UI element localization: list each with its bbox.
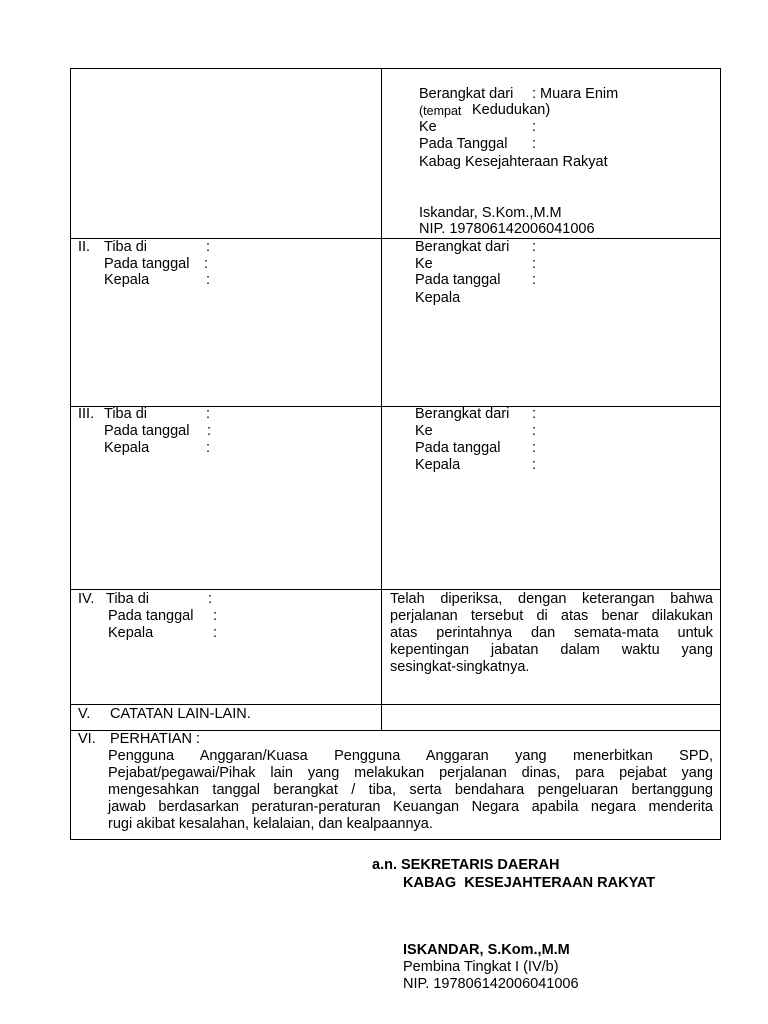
perhatian-line: Pejabat/pegawai/Pihak lain yang melakukan perjalanan dinas, para pejabat yang (108, 765, 713, 781)
colon: : (532, 272, 537, 288)
kepala-label: Kepala (104, 272, 150, 288)
signature-nip: NIP. 197806142006041006 (403, 976, 579, 992)
colon: : (532, 256, 537, 272)
pemeriksaan-line: kepentingan jabatan dalam waktu yang (390, 642, 713, 658)
tiba-label: Tiba di (104, 239, 147, 255)
row-divider (70, 238, 721, 239)
pemeriksaan-line: atas perintahnya dan semata-mata untuk (390, 625, 713, 641)
pemeriksaan-line: perjalanan tersebut di atas benar dilakukan (390, 608, 713, 624)
perhatian-line: rugi akibat kesalahan, kelalaian, dan kealpaannya. (108, 816, 433, 832)
perhatian-line: Pengguna Anggaran/Kuasa Pengguna Anggaran yang menerbitkan SPD, (108, 748, 713, 764)
tanggal-label: Pada tanggal (415, 272, 501, 288)
colon: : (206, 239, 211, 255)
colon: : (213, 625, 218, 641)
berangkat-label: Berangkat dari (419, 86, 514, 102)
perhatian-line: jawab berdasarkan peraturan-peraturan Keuangan Negara apabila negara menderita (108, 799, 713, 815)
colon: : (532, 406, 537, 422)
perhatian-label: PERHATIAN : (110, 731, 200, 747)
berangkat-value: : Muara Enim (532, 86, 619, 102)
berangkat-label: Berangkat dari (415, 406, 510, 422)
colon: : (207, 423, 212, 439)
ke-label: Ke (415, 256, 433, 272)
tanggal-label: Pada Tanggal (419, 136, 508, 152)
jabatan-text: Kabag Kesejahteraan Rakyat (419, 154, 608, 170)
signature-nama: ISKANDAR, S.Kom.,M.M (403, 942, 570, 958)
section-number: II. (78, 239, 91, 255)
berangkat-label: Berangkat dari (415, 239, 510, 255)
tanggal-label: Pada tanggal (104, 256, 190, 272)
tanggal-colon: : (532, 136, 537, 152)
catatan-label: CATATAN LAIN-LAIN. (110, 706, 251, 722)
perhatian-line: mengesahkan tanggal berangkat / tiba, serta bendahara pengeluaran bertanggung (108, 782, 713, 798)
nama-text: Iskandar, S.Kom.,M.M (419, 205, 562, 221)
tempat-label: (tempat (419, 104, 462, 118)
signature-pangkat: Pembina Tingkat I (IV/b) (403, 959, 559, 975)
an-sekretaris: a.n. SEKRETARIS DAERAH (372, 857, 560, 873)
colon: : (532, 423, 537, 439)
ke-colon: : (532, 119, 537, 135)
signature-jabatan: KABAG KESEJAHTERAAN RAKYAT (403, 875, 656, 891)
tanggal-label: Pada tanggal (108, 608, 194, 624)
colon: : (532, 239, 537, 255)
tiba-label: Tiba di (104, 406, 147, 422)
section-number: VI. (78, 731, 96, 747)
row-divider (70, 704, 721, 705)
colon: : (204, 256, 209, 272)
tanggal-label: Pada tanggal (415, 440, 501, 456)
colon: : (206, 272, 211, 288)
colon: : (206, 406, 211, 422)
tanggal-label: Pada tanggal (104, 423, 190, 439)
colon: : (532, 457, 537, 473)
ke-label: Ke (419, 119, 437, 135)
kepala-label: Kepala (104, 440, 150, 456)
kedudukan-label: Kedudukan) (472, 102, 551, 118)
pemeriksaan-line: sesingkat-singkatnya. (390, 659, 530, 675)
colon: : (213, 608, 218, 624)
column-divider (381, 68, 382, 731)
section-number: III. (78, 406, 95, 422)
section-number: IV. (78, 591, 95, 607)
colon: : (208, 591, 213, 607)
kepala-label: Kepala (415, 290, 461, 306)
section-number: V. (78, 706, 91, 722)
kepala-label: Kepala (415, 457, 461, 473)
kepala-label: Kepala (108, 625, 154, 641)
form-table (70, 68, 721, 840)
nip-text: NIP. 197806142006041006 (419, 221, 595, 237)
tiba-label: Tiba di (106, 591, 149, 607)
colon: : (206, 440, 211, 456)
colon: : (532, 440, 537, 456)
ke-label: Ke (415, 423, 433, 439)
pemeriksaan-line: Telah diperiksa, dengan keterangan bahwa (390, 591, 713, 607)
row-divider (70, 589, 721, 590)
row-divider (70, 406, 721, 407)
